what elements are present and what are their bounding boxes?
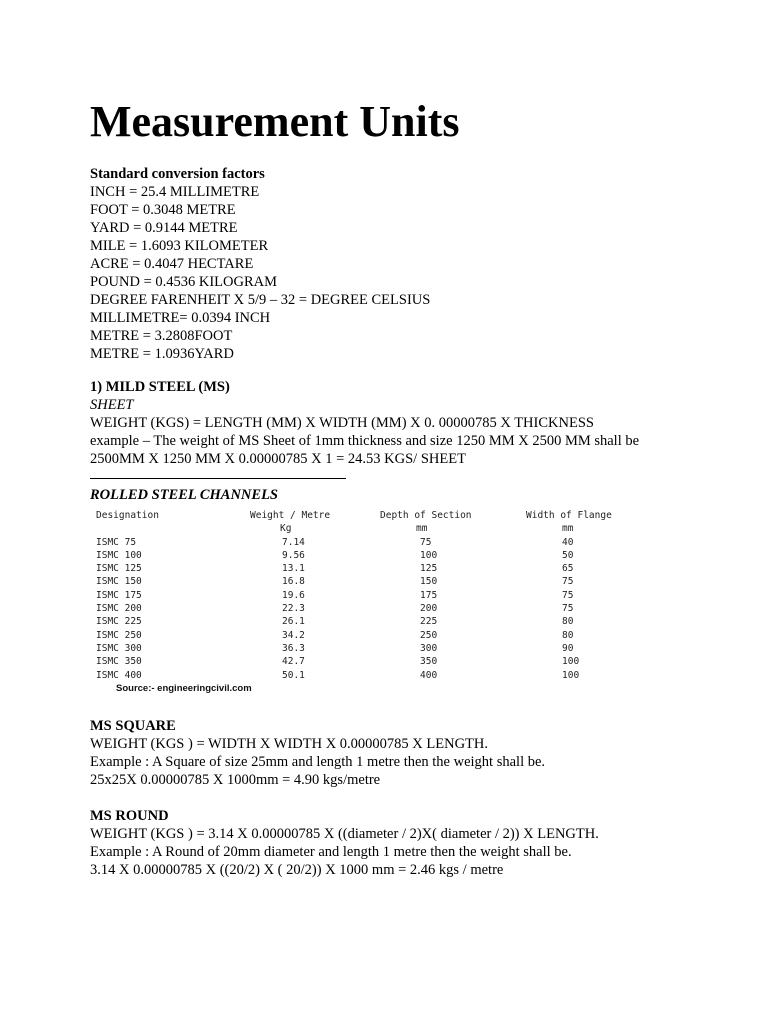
sheet-formula: WEIGHT (KGS) = LENGTH (MM) X WIDTH (MM) X 0. 00000785 X THICKNESS [90,415,594,431]
cell-designation: ISMC 175 [96,589,142,601]
table-row [96,575,596,588]
table-row [96,615,596,628]
cell-weight: 16.8 [282,576,305,588]
cell-designation: ISMC 225 [96,616,142,628]
cell-depth: 200 [420,603,438,615]
table-row [96,602,596,615]
cell-width: 100 [562,656,580,668]
unit-weight: Kg [280,523,292,535]
conversion-line: MILLIMETRE= 0.0394 INCH [90,310,271,326]
cell-depth: 125 [420,563,438,575]
ms-square-section [90,717,545,789]
table-row [96,629,596,642]
table-row [96,536,596,549]
cell-weight: 22.3 [282,603,305,615]
conversion-line: YARD = 0.9144 METRE [90,220,238,236]
table-row [96,549,596,562]
conversion-line: POUND = 0.4536 KILOGRAM [90,274,278,290]
cell-designation: ISMC 150 [96,576,142,588]
table-header-row [96,509,612,522]
channels-table [96,509,612,682]
conversion-line: METRE = 3.2808FOOT [90,328,233,344]
cell-width: 100 [562,669,580,681]
cell-designation: ISMC 75 [96,536,137,548]
cell-weight: 13.1 [282,563,305,575]
ms-round-example: Example : A Round of 20mm diameter and length 1 metre then the weight shall be. [90,844,572,860]
header-weight: Weight / Metre [250,510,331,521]
table-row [96,669,596,682]
cell-designation: ISMC 300 [96,642,142,654]
cell-depth: 100 [420,549,438,561]
cell-designation: ISMC 400 [96,669,142,681]
table-row [96,589,596,602]
cell-width: 80 [562,629,574,641]
cell-weight: 50.1 [282,669,305,681]
cell-depth: 300 [420,642,438,654]
cell-depth: 250 [420,629,438,641]
channels-heading-wrap [90,486,278,504]
cell-designation: ISMC 100 [96,549,142,561]
cell-depth: 350 [420,656,438,668]
conversion-line: DEGREE FARENHEIT X 5/9 – 32 = DEGREE CELSIUS [90,292,431,308]
sheet-example-result: 2500MM X 1250 MM X 0.00000785 X 1 = 24.53 KGS/ SHEET [90,451,466,467]
conversion-line: MILE = 1.6093 KILOMETER [90,238,269,254]
cell-width: 50 [562,549,574,561]
cell-weight: 26.1 [282,616,305,628]
cell-designation: ISMC 200 [96,603,142,615]
conversion-section [90,165,430,363]
section-divider [90,478,346,479]
cell-weight: 42.7 [282,656,305,668]
cell-depth: 225 [420,616,438,628]
conversion-line: FOOT = 0.3048 METRE [90,202,236,218]
page-title: Measurement Units [90,97,460,146]
header-designation: Designation [96,510,159,521]
cell-width: 75 [562,576,574,588]
table-body [96,536,596,682]
conversion-line: ACRE = 0.4047 HECTARE [90,256,254,272]
cell-designation: ISMC 350 [96,656,142,668]
mild-steel-section [90,378,639,468]
cell-weight: 9.56 [282,549,305,561]
ms-round-section [90,807,599,879]
ms-square-example: Example : A Square of size 25mm and length 1 metre then the weight shall be. [90,754,546,770]
cell-width: 90 [562,642,574,654]
sheet-subheading: SHEET [90,397,134,413]
cell-weight: 36.3 [282,642,305,654]
cell-weight: 19.6 [282,589,305,601]
sheet-example: example – The weight of MS Sheet of 1mm thickness and size 1250 MM X 2500 MM shall be [90,433,640,449]
conversion-line: METRE = 1.0936YARD [90,346,234,362]
table-row [96,562,596,575]
table-units-row [96,522,596,535]
cell-weight: 7.14 [282,536,305,548]
table-row [96,655,596,668]
cell-designation: ISMC 125 [96,563,142,575]
cell-depth: 150 [420,576,438,588]
ms-round-result: 3.14 X 0.00000785 X ((20/2) X ( 20/2)) X 1000 mm = 2.46 kgs / metre [90,862,504,878]
cell-width: 65 [562,563,574,575]
header-depth: Depth of Section [380,510,472,521]
cell-depth: 75 [420,536,432,548]
mild-steel-heading: 1) MILD STEEL (MS) [90,379,230,395]
header-width: Width of Flange [526,510,612,521]
ms-square-formula: WEIGHT (KGS ) = WIDTH X WIDTH X 0.00000785 X LENGTH. [90,736,489,752]
cell-width: 75 [562,603,574,615]
conversion-heading: Standard conversion factors [90,166,265,182]
cell-depth: 175 [420,589,438,601]
cell-width: 40 [562,536,574,548]
ms-round-heading: MS ROUND [90,808,169,824]
ms-square-heading: MS SQUARE [90,718,176,734]
table-source: Source:- engineeringcivil.com [116,683,252,694]
cell-designation: ISMC 250 [96,629,142,641]
unit-depth: mm [416,523,428,535]
cell-width: 75 [562,589,574,601]
cell-depth: 400 [420,669,438,681]
conversion-line: INCH = 25.4 MILLIMETRE [90,184,260,200]
ms-round-formula: WEIGHT (KGS ) = 3.14 X 0.00000785 X ((diameter / 2)X( diameter / 2)) X LENGTH. [90,826,599,842]
unit-width: mm [562,523,574,535]
ms-square-result: 25x25X 0.00000785 X 1000mm = 4.90 kgs/metre [90,772,381,788]
channels-heading: ROLLED STEEL CHANNELS [90,487,278,503]
table-row [96,642,596,655]
cell-width: 80 [562,616,574,628]
cell-weight: 34.2 [282,629,305,641]
